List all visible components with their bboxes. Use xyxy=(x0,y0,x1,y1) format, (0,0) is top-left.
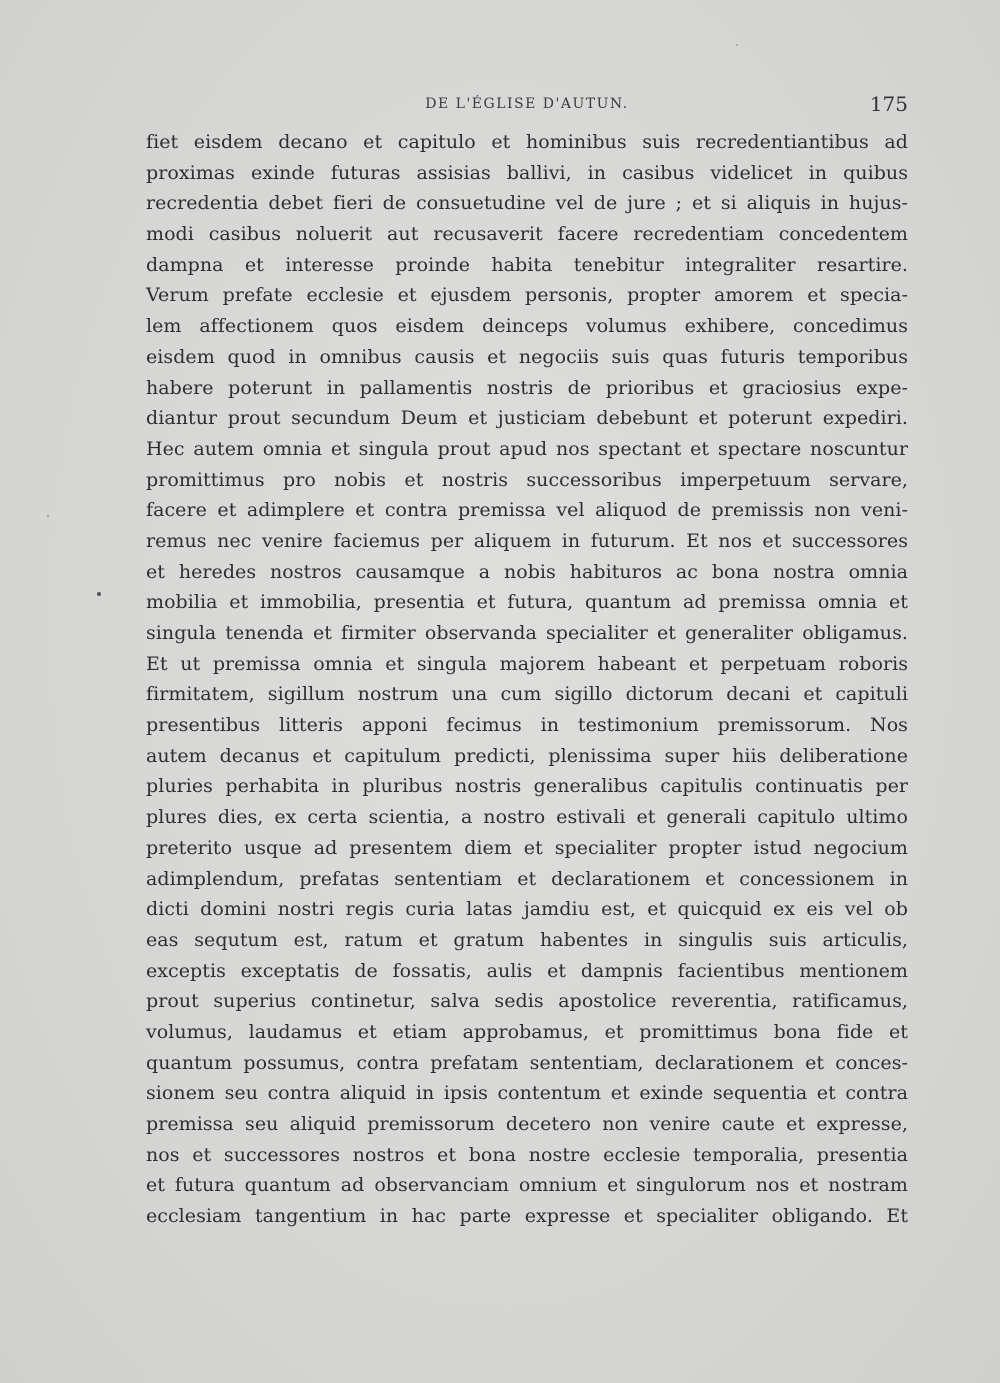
text-line: promittimus pro nobis et nostris successoribus imperpetuum servare, xyxy=(146,468,908,491)
text-line: presentibus litteris apponi fecimus in testimonium premissorum. Nos xyxy=(146,714,908,737)
text-line: eas sequtum est, ratum et gratum habentes in singulis suis articulis, xyxy=(146,928,908,951)
text-line: Verum prefate ecclesie et ejusdem personis, propter amorem et specia- xyxy=(146,284,908,307)
text-line: lem affectionem quos eisdem deinceps volumus exhibere, concedimus xyxy=(146,315,908,338)
text-line: preterito usque ad presentem diem et specialiter propter istud negocium xyxy=(146,836,908,859)
text-line: autem decanus et capitulum predicti, plenissima super hiis deliberatione xyxy=(146,744,908,767)
text-line: nos et successores nostros et bona nostre ecclesie temporalia, presentia xyxy=(146,1143,908,1166)
paper-speck xyxy=(736,44,738,46)
text-line: eisdem quod in omnibus causis et negociis suis quas futuris temporibus xyxy=(146,345,908,368)
text-line: facere et adimplere et contra premissa vel aliquod de premissis non veni- xyxy=(146,499,908,522)
text-line: mobilia et immobilia, presentia et futura, quantum ad premissa omnia et xyxy=(146,591,908,614)
running-title: DE L'ÉGLISE D'AUTUN. xyxy=(425,96,629,112)
running-head xyxy=(146,92,908,122)
paper-speck xyxy=(97,592,101,596)
text-line: pluries perhabita in pluribus nostris generalibus capitulis continuatis per xyxy=(146,775,908,798)
text-line: exceptis exceptatis de fossatis, aulis et dampnis facientibus mentionem xyxy=(146,959,908,982)
text-line: modi casibus noluerit aut recusaverit facere recredentiam concedentem xyxy=(146,223,908,246)
text-line: et heredes nostros causamque a nobis habituros ac bona nostra omnia xyxy=(146,560,908,583)
text-line: prout superius continetur, salva sedis apostolice reverentia, ratificamus, xyxy=(146,990,908,1013)
text-line: volumus, laudamus et etiam approbamus, et promittimus bona fide et xyxy=(146,1020,908,1043)
text-line: Et ut premissa omnia et singula majorem habeant et perpetuam roboris xyxy=(146,652,908,675)
body-text xyxy=(146,127,908,1232)
text-line: premissa seu aliquid premissorum decetero non venire caute et expresse, xyxy=(146,1113,908,1135)
text-line: singula tenenda et firmiter observanda specialiter et generaliter obligamus. xyxy=(146,622,908,644)
text-line: fiet eisdem decano et capitulo et hominibus suis recredentiantibus ad xyxy=(146,131,908,153)
text-line: dampna et interesse proinde habita tenebitur integraliter resartire. xyxy=(146,253,908,276)
text-line: ecclesiam tangentium in hac parte expresse et specialiter obligando. Et xyxy=(146,1205,908,1228)
text-line: et futura quantum ad observanciam omnium et singulorum nos et nostram xyxy=(146,1174,908,1197)
text-line: plures dies, ex certa scientia, a nostro estivali et generali capitulo ultimo xyxy=(146,806,908,829)
text-line: recredentia debet fieri de consuetudine vel de jure ; et si aliquis in hujus- xyxy=(146,192,908,215)
text-line: Hec autem omnia et singula prout apud nos spectant et spectare noscuntur xyxy=(146,437,908,460)
text-line: adimplendum, prefatas sententiam et declarationem et concessionem in xyxy=(146,867,908,890)
text-line: diantur prout secundum Deum et justiciam debebunt et poterunt expediri. xyxy=(146,407,908,430)
text-line: dicti domini nostri regis curia latas jamdiu est, et quicquid ex eis vel ob xyxy=(146,898,908,921)
text-line: remus nec venire faciemus per aliquem in futurum. Et nos et successores xyxy=(146,529,908,552)
paper-speck xyxy=(47,515,49,517)
text-line: firmitatem, sigillum nostrum una cum sigillo dictorum decani et capituli xyxy=(146,683,908,706)
text-line: quantum possumus, contra prefatam sententiam, declarationem et conces- xyxy=(146,1051,908,1074)
page-number: 175 xyxy=(869,92,908,116)
text-line: proximas exinde futuras assisias ballivi, in casibus videlicet in quibus xyxy=(146,161,908,184)
text-line: sionem seu contra aliquid in ipsis contentum et exinde sequentia et contra xyxy=(146,1082,908,1105)
text-line: habere poterunt in pallamentis nostris de prioribus et graciosius expe- xyxy=(146,376,908,399)
